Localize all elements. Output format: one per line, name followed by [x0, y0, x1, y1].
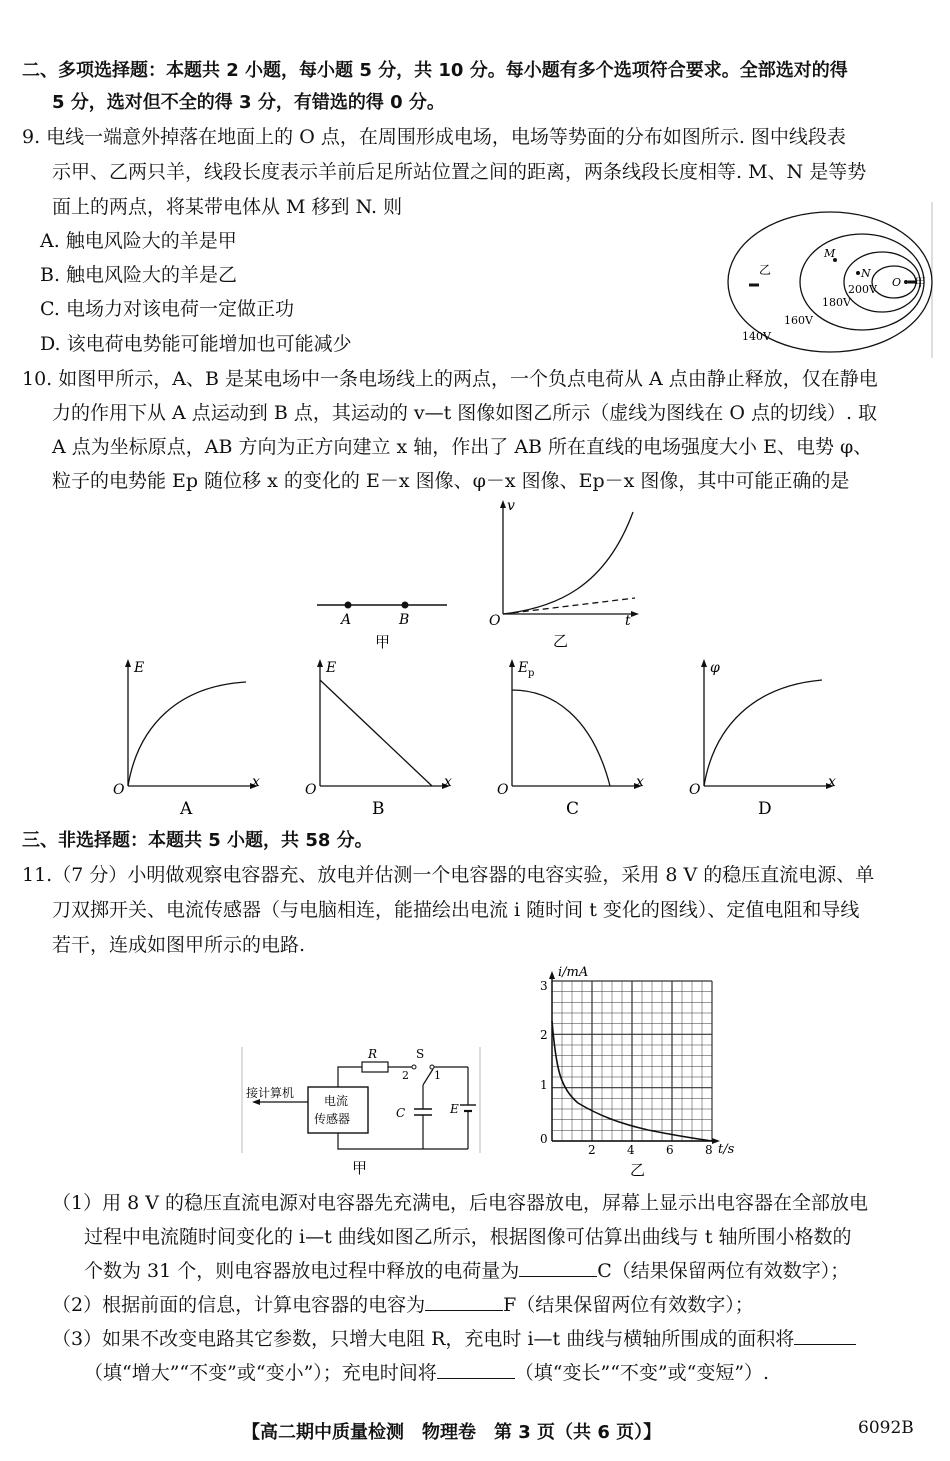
svg-text:O: O	[305, 782, 317, 798]
section-2-title-cont: 5 分，选对但不全的得 3 分，有错选的得 0 分。	[52, 92, 445, 113]
q11-p3-line2	[84, 1358, 769, 1388]
svg-text:x: x	[828, 774, 836, 790]
ytick-3: 3	[540, 979, 548, 993]
graph-option-b	[300, 656, 460, 821]
q10-line3: A 点为坐标原点，AB 方向为正方向建立 x 轴，作出了 AB 所在直线的电场强度大小 E、电势 φ、	[52, 436, 873, 458]
label-B: B	[399, 612, 410, 628]
svg-text:x: x	[444, 774, 452, 790]
svg-text:O: O	[689, 782, 701, 798]
svg-text:E: E	[518, 660, 529, 676]
q11-p3-text: （3）如果不改变电路其它参数，只增大电阻 R，充电时 i—t 曲线与横轴所围成的面积将	[52, 1328, 795, 1350]
svg-text:p: p	[528, 668, 535, 679]
ytick-2: 2	[540, 1028, 548, 1042]
label-v: v	[507, 498, 515, 514]
label-computer: 接计算机	[246, 1086, 295, 1100]
svg-text:C: C	[396, 1106, 406, 1120]
q10-line1: 10. 如图甲所示，A、B 是某电场中一条电场线上的两点，一个负点电荷从 A 点由静止释放，仅在静电	[22, 368, 878, 390]
svg-text:传感器: 传感器	[314, 1112, 351, 1126]
q10-line2: 力的作用下从 A 点运动到 B 点，其运动的 v—t 图像如图乙所示（虚线为图线在 O 点的切线）. 取	[52, 402, 878, 424]
fig-jia-field-line	[315, 590, 455, 655]
svg-text:O: O	[497, 782, 509, 798]
point-O	[904, 280, 908, 284]
q9-line2: 示甲、乙两只羊，线段长度表示羊前后足所站位置之间的距离，两条线段长度相等. M、N 是等势	[52, 161, 867, 183]
graph-option-c	[492, 656, 652, 821]
vt-curve	[503, 512, 633, 614]
equipotential-figure	[722, 200, 934, 360]
svg-text:2: 2	[402, 1069, 409, 1082]
q9-option-d: D. 该电荷电势能可能增加也可能减少	[40, 333, 352, 355]
q9-option-b: B. 触电风险大的羊是乙	[40, 264, 238, 286]
q11-p1-line2: 过程中电流随时间变化的 i—t 曲线如图乙所示，根据图像可估算出曲线与 t 轴所围小格数的	[84, 1226, 852, 1248]
q11-p2-text-a: （2）根据前面的信息，计算电容器的电容为	[52, 1294, 426, 1316]
graph-option-d	[684, 656, 844, 821]
svg-text:E: E	[450, 1102, 459, 1116]
graph-grid	[552, 981, 712, 1141]
ytick-0: 0	[540, 1132, 548, 1146]
xtick-6: 6	[666, 1143, 674, 1157]
it-graph	[528, 963, 748, 1183]
q9-line3: 面上的两点，将某带电体从 M 移到 N. 则	[52, 196, 403, 218]
section-3-title: 三、非选择题：本题共 5 小题，共 58 分。	[22, 830, 373, 851]
q9-option-c: C. 电场力对该电荷一定做正功	[40, 298, 294, 320]
ytick-1: 1	[540, 1078, 548, 1092]
fig-yi-vt-graph	[485, 498, 645, 653]
q11-p3-text-b: （填“变长”“不变”或“变短”）.	[514, 1362, 770, 1384]
point-N	[856, 271, 860, 275]
q11-p1-text-b: C（结果保留两位有效数字）；	[597, 1260, 850, 1282]
label-yi: 乙	[759, 263, 772, 277]
q11-p1-line1: （1）用 8 V 的稳压直流电源对电容器先充满电，后电容器放电，屏幕上显示出电容器在全部放电	[52, 1192, 869, 1214]
circuit-diagram	[240, 1045, 485, 1180]
xtick-2: 2	[588, 1143, 596, 1157]
q11-line3: 若干，连成如图甲所示的电路.	[52, 934, 306, 956]
svg-text:1: 1	[434, 1069, 441, 1082]
q9-line1: 9. 电线一端意外掉落在地面上的 O 点，在周围形成电场，电场等势面的分布如图所示. 图中线段表	[22, 126, 846, 148]
svg-text:E: E	[134, 660, 145, 676]
label-xlabel: t/s	[718, 1142, 735, 1157]
q11-p2-text-b: F（结果保留两位有效数字）；	[503, 1294, 754, 1316]
label-A: A	[341, 612, 352, 628]
paper-code: 6092B	[858, 1418, 914, 1438]
caption-b: B	[372, 799, 385, 819]
caption-circuit-jia: 甲	[352, 1159, 368, 1177]
label-160V: 160V	[784, 314, 813, 327]
label-O: O	[892, 276, 902, 289]
label-140V: 140V	[742, 330, 771, 343]
label-200V: 200V	[848, 283, 877, 296]
caption-c: C	[566, 799, 580, 819]
caption-yi: 乙	[553, 632, 569, 650]
label-M: M	[824, 247, 836, 260]
answer-blank-time[interactable]	[437, 1360, 515, 1379]
svg-text:R: R	[368, 1047, 378, 1061]
label-O: O	[489, 613, 501, 629]
svg-text:φ: φ	[710, 660, 720, 676]
caption-d: D	[758, 799, 772, 819]
q11-p1-text-a: 个数为 31 个，则电容器放电过程中释放的电荷量为	[84, 1260, 520, 1282]
label-ylabel: i/mA	[558, 965, 589, 980]
tangent-dashed	[503, 598, 635, 614]
resistor-R	[362, 1062, 388, 1072]
q11-p3-text-a: （填“增大”“不变”或“变小”）；充电时间将	[84, 1362, 437, 1384]
xtick-4: 4	[627, 1143, 635, 1157]
label-N: N	[861, 267, 871, 280]
caption-jia: 甲	[375, 633, 391, 651]
answer-blank-charge[interactable]	[519, 1258, 597, 1277]
svg-text:电流: 电流	[324, 1094, 349, 1108]
q9-option-a: A. 触电风险大的羊是甲	[40, 230, 237, 252]
xtick-8: 8	[705, 1143, 713, 1157]
label-180V: 180V	[822, 296, 851, 309]
svg-text:E: E	[326, 660, 337, 676]
answer-blank-capacitance[interactable]	[425, 1292, 503, 1311]
q11-p3-line1	[52, 1324, 856, 1354]
svg-text:x: x	[636, 774, 644, 790]
svg-text:x: x	[252, 774, 260, 790]
switch-S	[423, 1069, 433, 1085]
label-jia: 甲	[915, 276, 926, 289]
page-footer: 【高二期中质量检测 物理卷 第 3 页（共 6 页）】	[242, 1422, 662, 1443]
q11-p2	[52, 1290, 754, 1320]
caption-a: A	[180, 799, 193, 819]
label-t: t	[625, 613, 631, 629]
svg-text:O: O	[113, 782, 125, 798]
caption-graph-yi: 乙	[630, 1161, 646, 1179]
section-2-title: 二、多项选择题：本题共 2 小题，每小题 5 分，共 10 分。每小题有多个选项符合要求。全部选对的得	[22, 60, 848, 81]
point-A	[345, 602, 352, 609]
svg-text:S: S	[416, 1047, 425, 1061]
q11-p1-line3	[84, 1256, 849, 1286]
point-B	[402, 602, 409, 609]
graph-option-a	[108, 656, 268, 821]
q11-line1: 11.（7 分）小明做观察电容器充、放电并估测一个电容器的电容实验，采用 8 V 的稳压直流电源、单	[22, 864, 875, 886]
q10-line4: 粒子的电势能 Ep 随位移 x 的变化的 E－x 图像、φ－x 图像、Ep－x 图像，其中可能正确的是	[52, 470, 850, 492]
q11-line2: 刀双掷开关、电流传感器（与电脑相连，能描绘出电流 i 随时间 t 变化的图线）、定值电阻和导线	[52, 899, 860, 921]
answer-blank-area[interactable]	[794, 1326, 856, 1345]
